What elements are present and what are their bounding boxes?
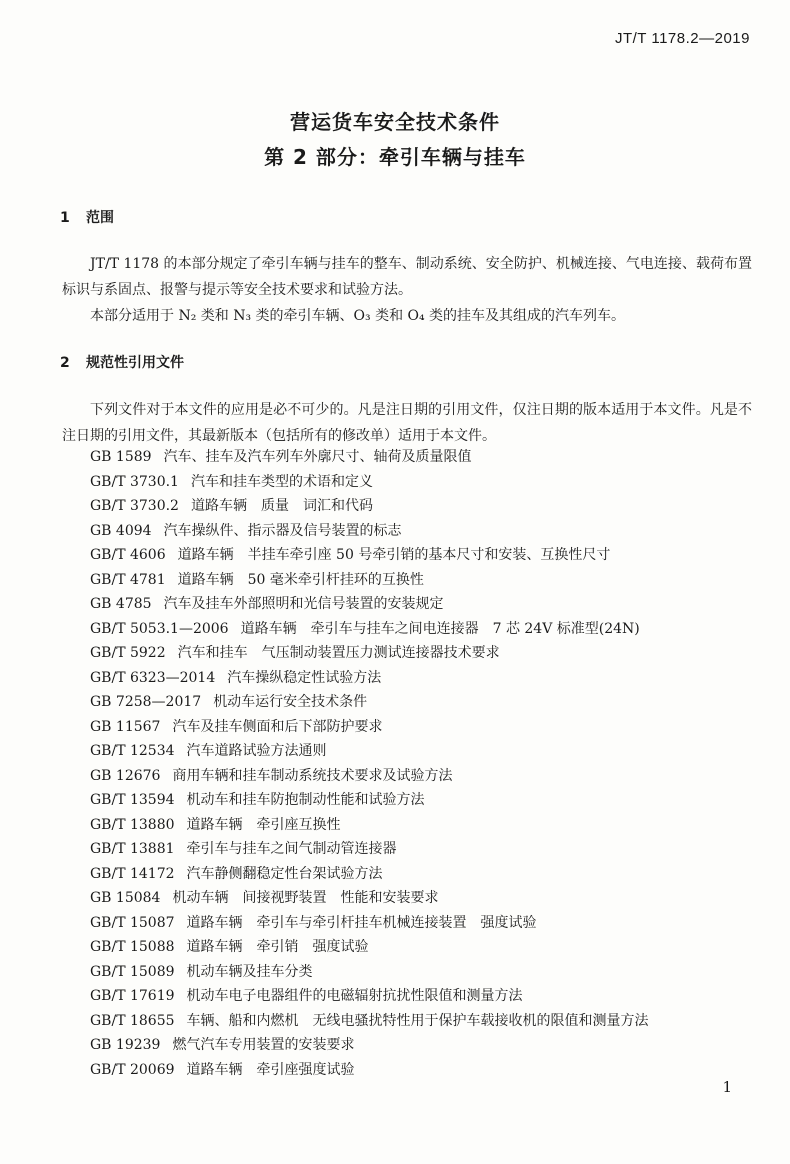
section-title: 范围 xyxy=(86,210,114,226)
reference-item xyxy=(90,789,770,814)
section-number: 1 xyxy=(60,210,70,226)
reference-title: 汽车及挂车外部照明和光信号装置的安装规定 xyxy=(163,596,444,612)
reference-title: 机动车运行安全技术条件 xyxy=(213,694,368,710)
reference-title: 机动车辆 间接视野装置 性能和安装要求 xyxy=(172,890,439,906)
reference-title: 汽车静侧翻稳定性台架试验方法 xyxy=(186,865,383,882)
reference-code: GB/T 5922 xyxy=(90,645,166,661)
reference-title: 道路车辆 50 毫米牵引杆挂环的互换性 xyxy=(177,571,424,588)
reference-title: 道路车辆 质量 词汇和代码 xyxy=(190,498,373,514)
reference-code: GB/T 15089 xyxy=(90,963,175,980)
scope-paragraph-1: JT/T 1178 的本部分规定了牵引车辆与挂车的整车、制动系统、安全防护、机械连接、气电连接、载荷布置标识与系固点、报警与提示等安全技术要求和试验方法。 xyxy=(62,256,752,298)
reference-item xyxy=(90,912,770,937)
document-subtitle: 第 2 部分：牵引车辆与挂车 xyxy=(264,145,526,169)
reference-title: 汽车道路试验方法通则 xyxy=(186,743,327,759)
reference-code: GB 11567 xyxy=(90,718,161,735)
section-1-heading xyxy=(60,207,114,227)
reference-code: GB 12676 xyxy=(90,767,161,784)
reference-title: 燃气汽车专用装置的安装要求 xyxy=(172,1037,355,1053)
reference-code: GB/T 15087 xyxy=(90,914,175,931)
reference-item xyxy=(90,520,770,545)
reference-title: 机动车和挂车防抱制动性能和试验方法 xyxy=(186,792,425,808)
reference-code: GB 1589 xyxy=(90,449,152,465)
reference-title: 汽车和挂车类型的术语和定义 xyxy=(190,473,373,490)
reference-list xyxy=(90,446,770,1083)
reference-title: 汽车操纵件、指示器及信号装置的标志 xyxy=(163,522,402,539)
reference-item xyxy=(90,936,770,961)
reference-item xyxy=(90,765,770,790)
reference-item xyxy=(90,887,770,912)
reference-item xyxy=(90,985,770,1010)
reference-code: GB/T 13881 xyxy=(90,841,175,857)
reference-title: 汽车和挂车 气压制动装置压力测试连接器技术要求 xyxy=(177,645,500,661)
scope-paragraph-2: 本部分适用于 N₂ 类和 N₃ 类的牵引车辆、O₃ 类和 O₄ 类的挂车及其组成的汽车列车。 xyxy=(90,308,626,324)
reference-item xyxy=(90,593,770,618)
reference-item xyxy=(90,544,770,569)
reference-title: 汽车及挂车侧面和后下部防护要求 xyxy=(172,718,383,735)
reference-title: 机动车辆及挂车分类 xyxy=(186,963,313,980)
reference-item xyxy=(90,446,770,471)
reference-code: GB/T 20069 xyxy=(90,1061,175,1078)
reference-item xyxy=(90,642,770,667)
reference-item xyxy=(90,691,770,716)
reference-code: GB 4094 xyxy=(90,522,152,539)
standard-code: JT/T 1178.2—2019 xyxy=(614,30,750,47)
reference-title: 汽车、挂车及汽车列车外廓尺寸、轴荷及质量限值 xyxy=(163,449,472,465)
reference-item xyxy=(90,569,770,594)
reference-code: GB/T 4606 xyxy=(90,547,166,563)
reference-code: GB/T 17619 xyxy=(90,988,175,1004)
reference-item xyxy=(90,1034,770,1059)
reference-item xyxy=(90,1059,770,1084)
reference-title: 道路车辆 牵引车与牵引杆挂车机械连接装置 强度试验 xyxy=(186,914,537,931)
reference-title: 道路车辆 牵引销 强度试验 xyxy=(186,939,369,955)
reference-item xyxy=(90,495,770,520)
reference-title: 道路车辆 牵引座强度试验 xyxy=(186,1061,355,1078)
reference-code: GB/T 18655 xyxy=(90,1012,175,1029)
reference-item xyxy=(90,814,770,839)
reference-item xyxy=(90,716,770,741)
reference-item xyxy=(90,618,770,643)
page-number: 1 xyxy=(722,1078,732,1096)
reference-code: GB 4785 xyxy=(90,596,152,612)
reference-code: GB/T 5053.1—2006 xyxy=(90,620,229,637)
reference-item xyxy=(90,471,770,496)
reference-code: GB/T 14172 xyxy=(90,865,175,882)
reference-title: 商用车辆和挂车制动系统技术要求及试验方法 xyxy=(172,767,453,784)
reference-item xyxy=(90,1010,770,1035)
reference-title: 道路车辆 牵引车与挂车之间电连接器 7 芯 24V 标准型(24N) xyxy=(240,620,640,637)
reference-title: 牵引车与挂车之间气制动管连接器 xyxy=(186,841,397,857)
reference-item xyxy=(90,667,770,692)
reference-code: GB/T 13594 xyxy=(90,792,175,808)
reference-code: GB 19239 xyxy=(90,1037,161,1053)
section-title: 规范性引用文件 xyxy=(86,355,184,371)
reference-item xyxy=(90,863,770,888)
reference-title: 汽车操纵稳定性试验方法 xyxy=(227,669,382,686)
references-intro: 下列文件对于本文件的应用是必不可少的。凡是注日期的引用文件，仅注日期的版本适用于本文件。凡是不注日期的引用文件，其最新版本（包括所有的修改单）适用于本文件。 xyxy=(62,402,752,444)
document-title: 营运货车安全技术条件 xyxy=(290,110,500,134)
reference-code: GB/T 12534 xyxy=(90,743,175,759)
reference-code: GB/T 3730.1 xyxy=(90,473,179,490)
reference-code: GB/T 3730.2 xyxy=(90,498,179,514)
reference-title: 车辆、船和内燃机 无线电骚扰特性用于保护车载接收机的限值和测量方法 xyxy=(186,1012,649,1029)
reference-code: GB/T 6323—2014 xyxy=(90,669,216,686)
reference-code: GB 7258—2017 xyxy=(90,694,202,710)
reference-item xyxy=(90,740,770,765)
reference-item xyxy=(90,961,770,986)
reference-code: GB/T 13880 xyxy=(90,816,175,833)
reference-title: 机动车电子电器组件的电磁辐射抗扰性限值和测量方法 xyxy=(186,988,523,1004)
section-number: 2 xyxy=(60,355,70,371)
reference-title: 道路车辆 半挂车牵引座 50 号牵引销的基本尺寸和安装、互换性尺寸 xyxy=(177,547,611,563)
reference-title: 道路车辆 牵引座互换性 xyxy=(186,816,341,833)
reference-code: GB/T 4781 xyxy=(90,571,166,588)
reference-code: GB 15084 xyxy=(90,890,161,906)
reference-item xyxy=(90,838,770,863)
section-2-heading xyxy=(60,352,184,372)
reference-code: GB/T 15088 xyxy=(90,939,175,955)
